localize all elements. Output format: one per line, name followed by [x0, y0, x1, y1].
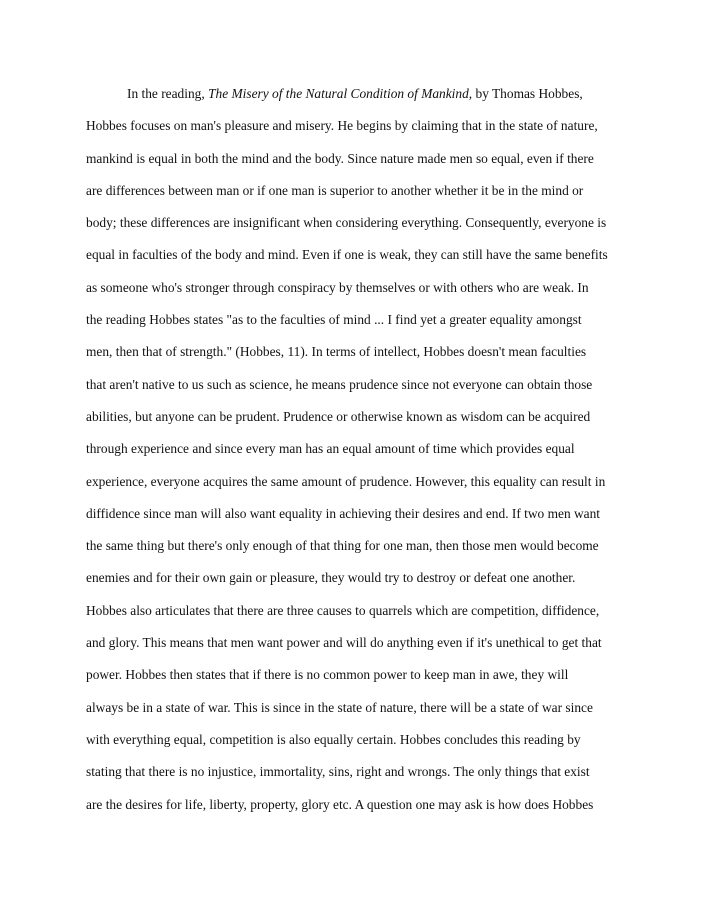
text-line: the same thing but there's only enough of that thing for one man, then those men would become [86, 538, 599, 554]
text-line: that aren't native to us such as science, he means prudence since not everyone can obtain those [86, 376, 593, 392]
text-line: through experience and since every man has an equal amount of time which provides equal [86, 441, 575, 457]
text-line: power. Hobbes then states that if there is no common power to keep man in awe, they will [86, 667, 569, 683]
text-line: Hobbes focuses on man's pleasure and misery. He begins by claiming that in the state of nature, [86, 118, 598, 134]
text-line: experience, everyone acquires the same amount of prudence. However, this equality can result in [86, 473, 606, 489]
text-line: as someone who's stronger through conspiracy by themselves or with others who are weak. In [86, 279, 589, 295]
text-line: mankind is equal in both the mind and the body. Since nature made men so equal, even if there [86, 150, 594, 166]
text-line: the reading Hobbes states "as to the faculties of mind ... I find yet a greater equality amongst [86, 312, 582, 328]
text-line: are the desires for life, liberty, property, glory etc. A question one may ask is how does Hobbes [86, 796, 594, 812]
text-line: and glory. This means that men want power and will do anything even if it's unethical to get that [86, 635, 602, 651]
text-line: always be in a state of war. This is since in the state of nature, there will be a state of war since [86, 699, 593, 715]
essay-paragraph [86, 82, 646, 825]
intro-text: In the reading, [127, 86, 209, 101]
text-line: diffidence since man will also want equality in achieving their desires and end. If two men want [86, 505, 601, 521]
work-title: The Misery of the Natural Condition of Mankind, [208, 86, 473, 101]
text-line: equal in faculties of the body and mind. Even if one is weak, they can still have the same benefits [86, 247, 608, 263]
text-line: are differences between man or if one man is superior to another whether it be in the mind or [86, 182, 584, 198]
text-line: stating that there is no injustice, immortality, sins, right and wrongs. The only things that exist [86, 764, 590, 780]
paragraph-first-line [86, 82, 646, 114]
author-text: by Thomas Hobbes, [472, 86, 583, 101]
text-line: Hobbes also articulates that there are three causes to quarrels which are competition, diffidence, [86, 602, 600, 618]
text-line: body; these differences are insignificant when considering everything. Consequently, everyone is [86, 215, 607, 231]
text-line: abilities, but anyone can be prudent. Prudence or otherwise known as wisdom can be acquired [86, 408, 591, 424]
text-line: enemies and for their own gain or pleasure, they would try to destroy or defeat one another. [86, 570, 576, 586]
text-line: men, then that of strength." (Hobbes, 11). In terms of intellect, Hobbes doesn't mean faculties [86, 344, 587, 360]
text-line: with everything equal, competition is also equally certain. Hobbes concludes this reading by [86, 731, 581, 747]
